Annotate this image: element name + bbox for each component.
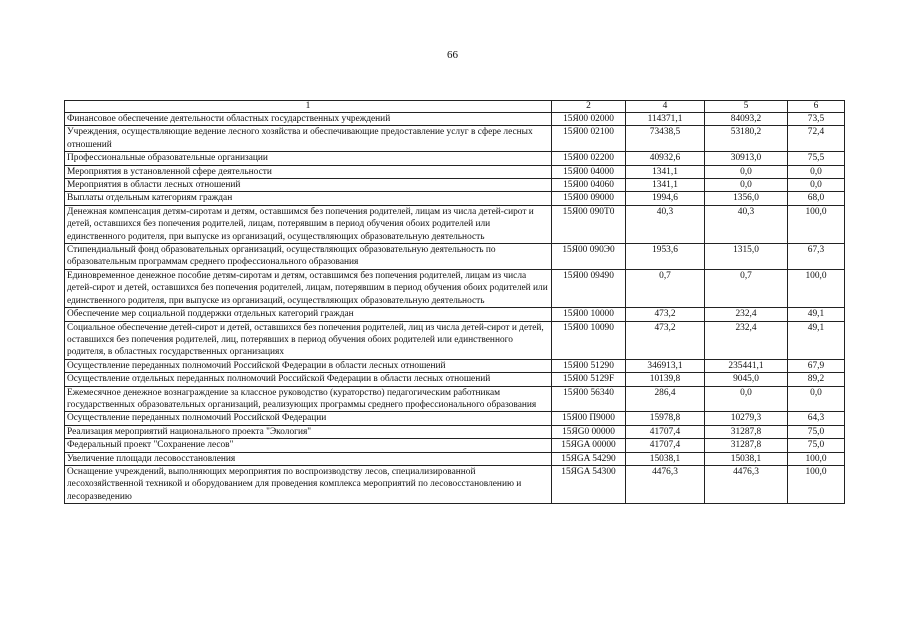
row-name-cell: Мероприятия в области лесных отношений (65, 179, 552, 192)
row-percent-cell: 72,4 (788, 126, 845, 152)
row-value-cell: 15038,1 (705, 452, 788, 465)
row-value-cell: 0,0 (705, 386, 788, 412)
table-row (65, 452, 845, 465)
row-code-cell: 15ЯGA 00000 (552, 439, 626, 452)
row-value-cell: 1994,6 (626, 192, 705, 205)
header-cell: 1 (65, 101, 552, 113)
row-value-cell: 31287,8 (705, 425, 788, 438)
row-value-cell: 114371,1 (626, 113, 705, 126)
row-percent-cell: 49,1 (788, 308, 845, 321)
row-code-cell: 15Я00 10000 (552, 308, 626, 321)
row-value-cell: 30913,0 (705, 152, 788, 165)
row-value-cell: 232,4 (705, 321, 788, 359)
page-number: 66 (447, 49, 458, 61)
table-row (65, 113, 845, 126)
row-code-cell: 15Я00 04060 (552, 179, 626, 192)
row-value-cell: 15038,1 (626, 452, 705, 465)
row-name-cell: Увеличение площади лесовосстановления (65, 452, 552, 465)
row-value-cell: 10139,8 (626, 373, 705, 386)
row-value-cell: 41707,4 (626, 439, 705, 452)
row-code-cell: 15Я00 02100 (552, 126, 626, 152)
table-row (65, 465, 845, 503)
row-name-cell: Осуществление переданных полномочий Российской Федерации в области лесных отношений (65, 359, 552, 372)
row-value-cell: 1953,6 (626, 244, 705, 270)
row-value-cell: 346913,1 (626, 359, 705, 372)
row-value-cell: 40,3 (626, 205, 705, 243)
table-row (65, 439, 845, 452)
row-name-cell: Обеспечение мер социальной поддержки отдельных категорий граждан (65, 308, 552, 321)
table-row (65, 179, 845, 192)
row-name-cell: Выплаты отдельным категориям граждан (65, 192, 552, 205)
row-value-cell: 473,2 (626, 321, 705, 359)
row-percent-cell: 0,0 (788, 179, 845, 192)
row-value-cell: 232,4 (705, 308, 788, 321)
table-header-row (65, 101, 845, 113)
table-row (65, 359, 845, 372)
row-name-cell: Мероприятия в установленной сфере деятельности (65, 165, 552, 178)
row-code-cell: 15ЯGA 54300 (552, 465, 626, 503)
row-percent-cell: 75,0 (788, 425, 845, 438)
row-value-cell: 40,3 (705, 205, 788, 243)
row-value-cell: 1341,1 (626, 179, 705, 192)
row-code-cell: 15Я00 02000 (552, 113, 626, 126)
row-percent-cell: 49,1 (788, 321, 845, 359)
row-name-cell: Профессиональные образовательные организации (65, 152, 552, 165)
row-value-cell: 286,4 (626, 386, 705, 412)
row-name-cell: Стипендиальный фонд образовательных организаций, осуществляющих образовательную деятельность по образовательным программам среднего профессионального образования (65, 244, 552, 270)
row-value-cell: 9045,0 (705, 373, 788, 386)
row-percent-cell: 89,2 (788, 373, 845, 386)
table-row (65, 269, 845, 307)
row-name-cell: Оснащение учреждений, выполняющих мероприятия по воспроизводству лесов, специализированной лесохозяйственной техникой и оборудованием для проведения комплекса мероприятий по лесовосстановлению и лесоразведению (65, 465, 552, 503)
table-row (65, 192, 845, 205)
row-value-cell: 53180,2 (705, 126, 788, 152)
row-percent-cell: 100,0 (788, 205, 845, 243)
table-row (65, 308, 845, 321)
table-row (65, 321, 845, 359)
row-name-cell: Социальное обеспечение детей-сирот и детей, оставшихся без попечения родителей, лиц из числа детей-сирот и детей, оставшихся без попечения родителей, лиц, потерявших в период обучения обоих родителей или единственного родителя, в областных государственных организациях (65, 321, 552, 359)
row-code-cell: 15Я00 56340 (552, 386, 626, 412)
row-code-cell: 15Я00 04000 (552, 165, 626, 178)
header-cell: 4 (626, 101, 705, 113)
row-name-cell: Осуществление переданных полномочий Российской Федерации (65, 412, 552, 425)
table-row (65, 425, 845, 438)
table-row (65, 244, 845, 270)
row-code-cell: 15ЯGA 54290 (552, 452, 626, 465)
row-percent-cell: 67,3 (788, 244, 845, 270)
row-name-cell: Финансовое обеспечение деятельности областных государственных учреждений (65, 113, 552, 126)
header-cell: 2 (552, 101, 626, 113)
row-value-cell: 235441,1 (705, 359, 788, 372)
row-percent-cell: 0,0 (788, 386, 845, 412)
row-code-cell: 15Я00 10090 (552, 321, 626, 359)
row-code-cell: 15Я00 090Э0 (552, 244, 626, 270)
row-percent-cell: 100,0 (788, 465, 845, 503)
row-name-cell: Федеральный проект "Сохранение лесов" (65, 439, 552, 452)
row-code-cell: 15ЯG0 00000 (552, 425, 626, 438)
row-value-cell: 10279,3 (705, 412, 788, 425)
row-value-cell: 0,7 (705, 269, 788, 307)
table-row (65, 126, 845, 152)
row-code-cell: 15Я00 09000 (552, 192, 626, 205)
row-value-cell: 40932,6 (626, 152, 705, 165)
header-cell: 6 (788, 101, 845, 113)
row-name-cell: Единовременное денежное пособие детям-сиротам и детям, оставшимся без попечения родителей, лицам из числа детей-сирот и детей, оставшихся без попечения родителей, лицам, потерявшим в период обучения обоих родителей или единственного родителя, при выпуске из организаций, осуществляющих образовательную деятельность (65, 269, 552, 307)
table-row (65, 373, 845, 386)
row-value-cell: 31287,8 (705, 439, 788, 452)
row-percent-cell: 75,0 (788, 439, 845, 452)
row-value-cell: 1341,1 (626, 165, 705, 178)
table-row (65, 205, 845, 243)
row-code-cell: 15Я00 51290 (552, 359, 626, 372)
row-percent-cell: 67,9 (788, 359, 845, 372)
row-value-cell: 0,7 (626, 269, 705, 307)
table-row (65, 386, 845, 412)
budget-table (64, 100, 845, 504)
row-value-cell: 473,2 (626, 308, 705, 321)
row-value-cell: 4476,3 (705, 465, 788, 503)
table-row (65, 152, 845, 165)
row-value-cell: 15978,8 (626, 412, 705, 425)
header-cell: 5 (705, 101, 788, 113)
row-name-cell: Учреждения, осуществляющие ведение лесного хозяйства и обеспечивающие предоставление услуг в сфере лесных отношений (65, 126, 552, 152)
row-value-cell: 1315,0 (705, 244, 788, 270)
row-value-cell: 1356,0 (705, 192, 788, 205)
row-percent-cell: 73,5 (788, 113, 845, 126)
row-percent-cell: 64,3 (788, 412, 845, 425)
row-value-cell: 0,0 (705, 179, 788, 192)
row-value-cell: 4476,3 (626, 465, 705, 503)
row-code-cell: 15Я00 П9000 (552, 412, 626, 425)
row-value-cell: 0,0 (705, 165, 788, 178)
row-value-cell: 84093,2 (705, 113, 788, 126)
row-value-cell: 41707,4 (626, 425, 705, 438)
row-name-cell: Ежемесячное денежное вознаграждение за классное руководство (кураторство) педагогическим работникам государственных образовательных организаций, реализующих программы среднего профессионального образования (65, 386, 552, 412)
row-name-cell: Реализация мероприятий национального проекта "Экология" (65, 425, 552, 438)
row-percent-cell: 75,5 (788, 152, 845, 165)
row-percent-cell: 0,0 (788, 165, 845, 178)
row-code-cell: 15Я00 090Т0 (552, 205, 626, 243)
row-code-cell: 15Я00 02200 (552, 152, 626, 165)
table-row (65, 412, 845, 425)
row-name-cell: Денежная компенсация детям-сиротам и детям, оставшимся без попечения родителей, лицам из числа детей-сирот и детей, оставшихся без попечения родителей, лицам, потерявшим в период обучения обоих родителей или единственного родителя, при выпуске из организаций, осуществляющих образовательную деятельность (65, 205, 552, 243)
row-percent-cell: 100,0 (788, 269, 845, 307)
row-percent-cell: 68,0 (788, 192, 845, 205)
row-code-cell: 15Я00 09490 (552, 269, 626, 307)
row-value-cell: 73438,5 (626, 126, 705, 152)
row-code-cell: 15Я00 5129F (552, 373, 626, 386)
row-name-cell: Осуществление отдельных переданных полномочий Российской Федерации в области лесных отношений (65, 373, 552, 386)
row-percent-cell: 100,0 (788, 452, 845, 465)
table-row (65, 165, 845, 178)
